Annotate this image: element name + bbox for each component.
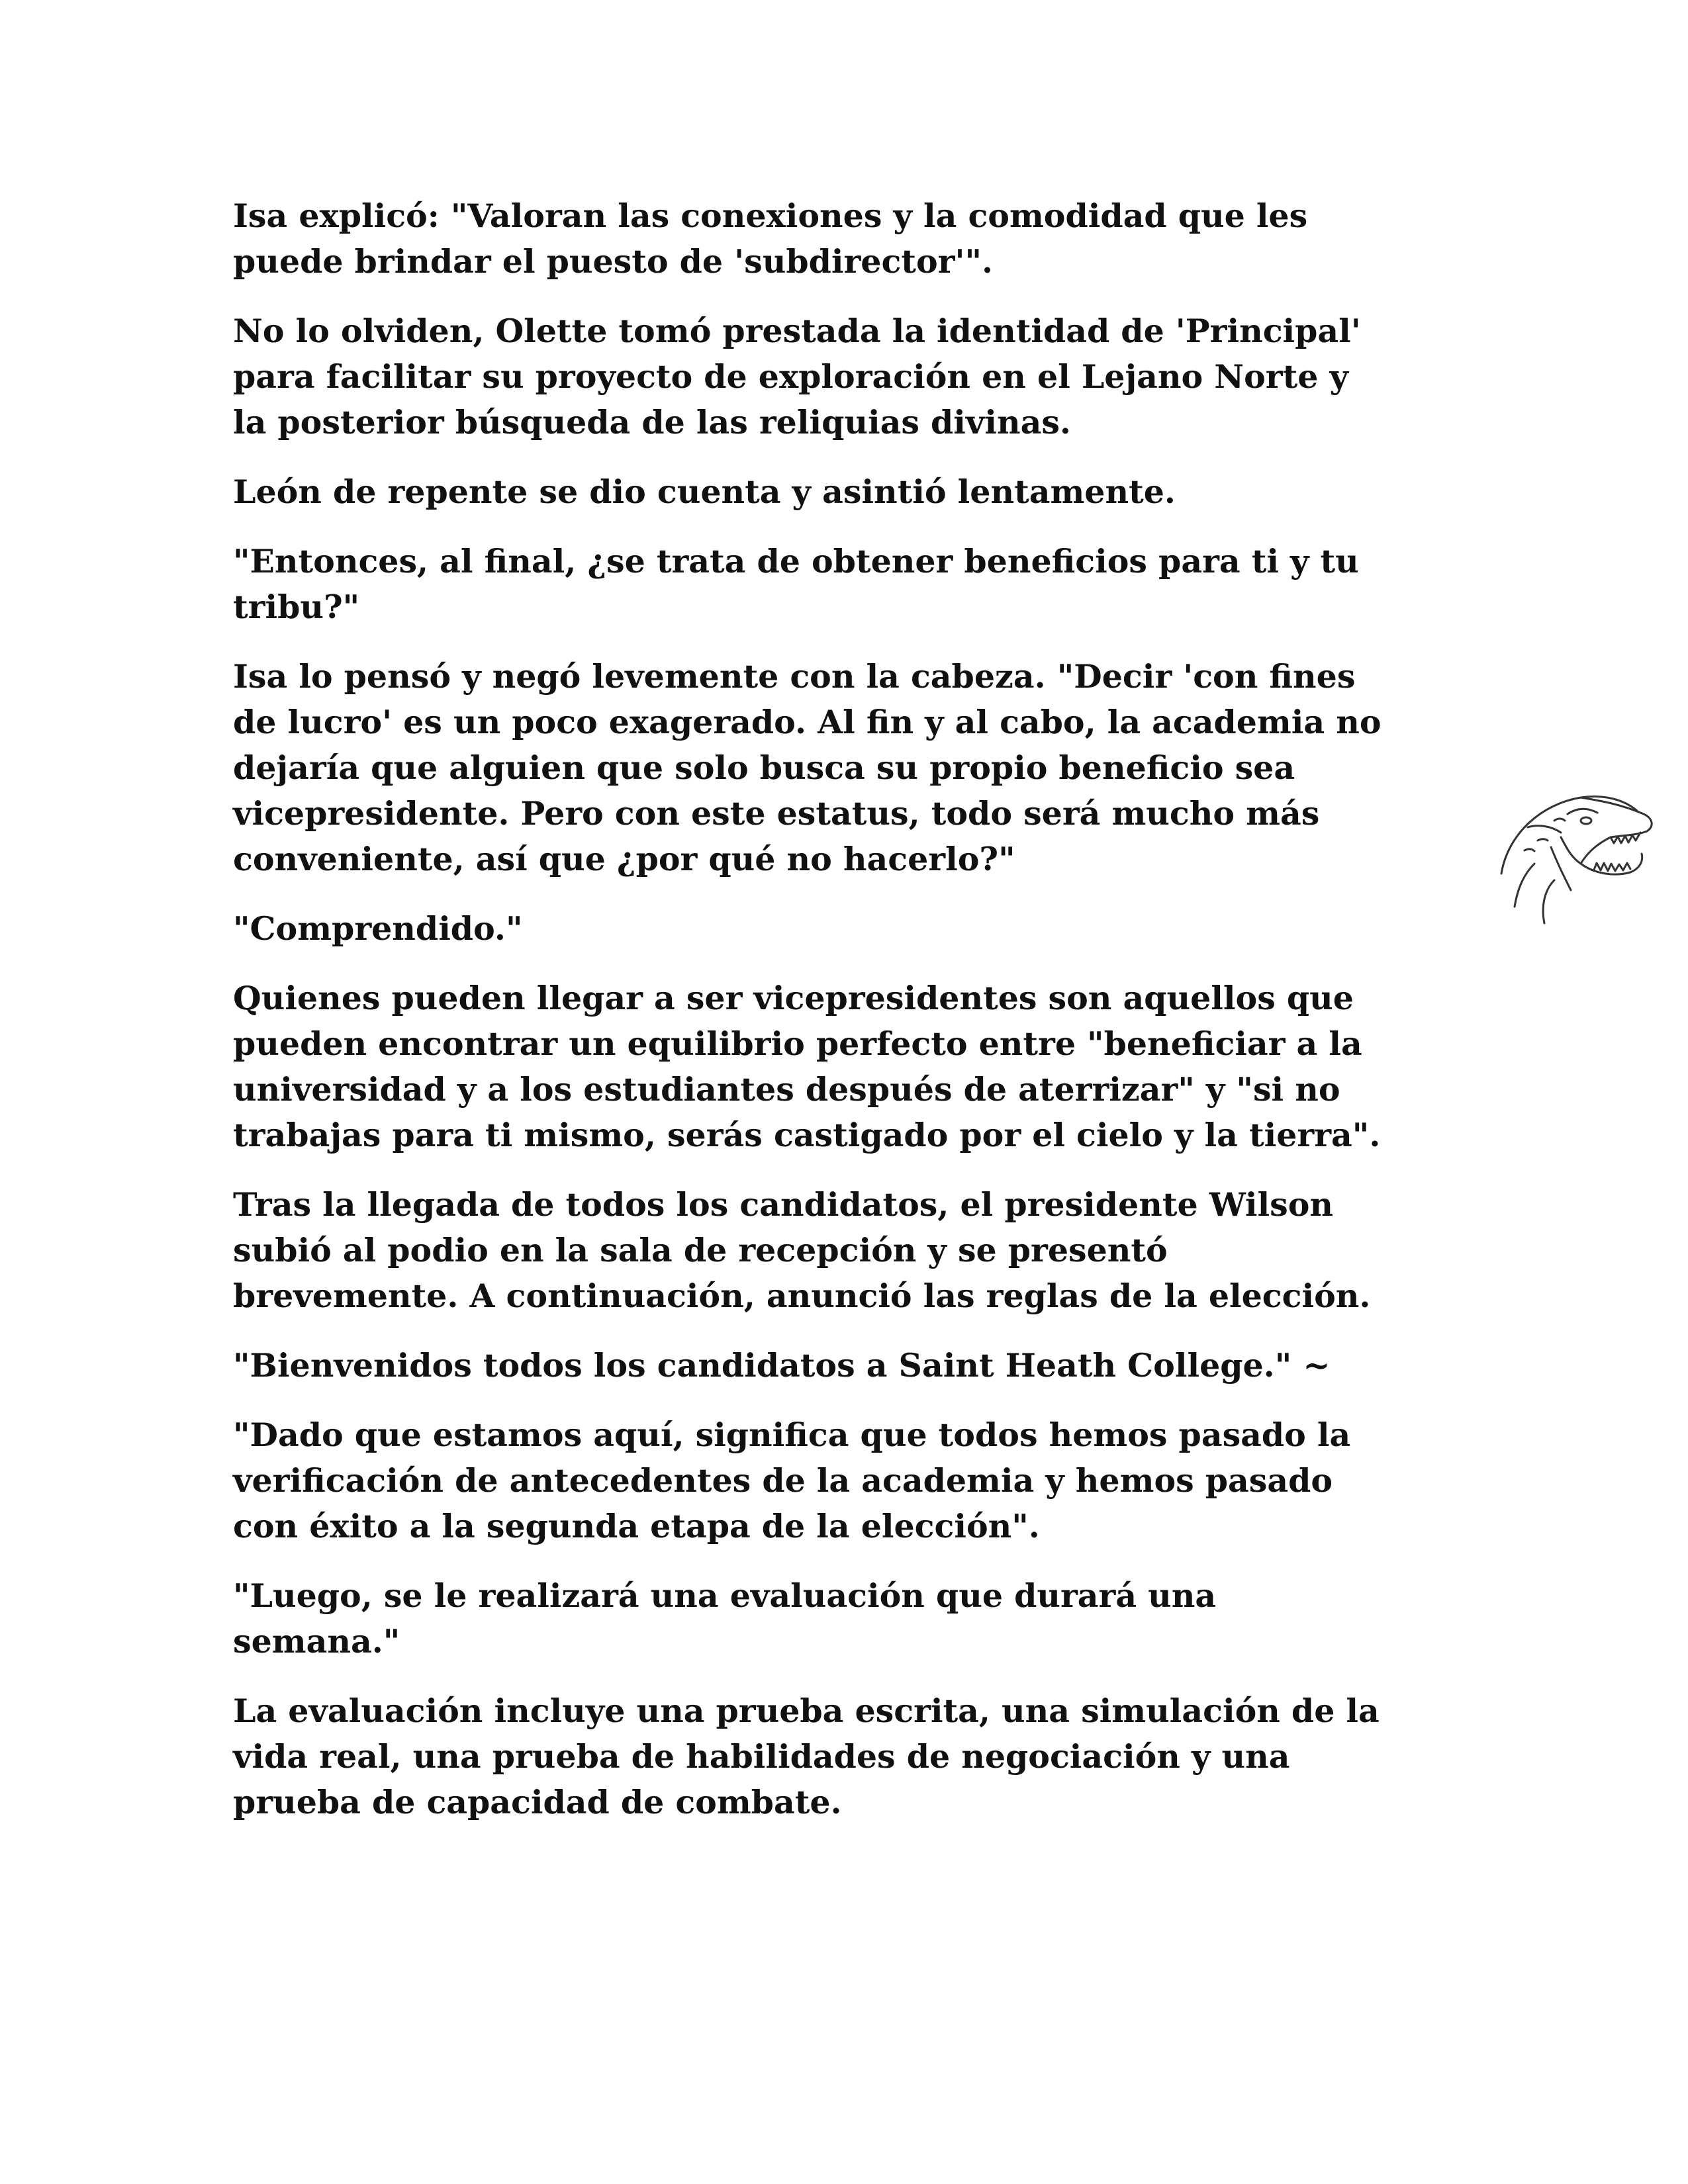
paragraph: "Bienvenidos todos los candidatos a Saint Heath College." ~ bbox=[233, 1346, 1331, 1385]
paragraph: "Dado que estamos aquí, significa que todos hemos pasado la verificación de antecedentes de la academia y hemos pasado con éxito a la segunda etapa de la elección". bbox=[233, 1416, 1351, 1545]
paragraph: "Comprendido." bbox=[233, 909, 523, 948]
paragraph: No lo olviden, Olette tomó prestada la identidad de 'Principal' para facilitar su proyecto de exploración en el Lejano Norte y la posterior búsqueda de las reliquias divinas. bbox=[233, 312, 1361, 441]
body-text bbox=[233, 193, 1491, 1849]
paragraph: León de repente se dio cuenta y asintió lentamente. bbox=[233, 473, 1176, 511]
paragraph: La evaluación incluye una prueba escrita, una simulación de la vida real, una prueba de habilidades de negociación y una prueba de capacidad de combate. bbox=[233, 1692, 1380, 1821]
dinosaur-head-sketch-icon bbox=[1488, 774, 1660, 927]
paragraph: Isa lo pensó y negó levemente con la cabeza. "Decir 'con fines de lucro' es un poco exagerado. Al fin y al cabo, la academia no dejaría que alguien que solo busca su propio beneficio sea vicepresidente. Pero con este estatus, todo será mucho más conveniente, así que ¿por qué no hacerlo?" bbox=[233, 657, 1382, 878]
paragraph: Isa explicó: "Valoran las conexiones y la comodidad que les puede brindar el puesto de 'subdirector'". bbox=[233, 197, 1308, 281]
paragraph: "Entonces, al final, ¿se trata de obtener beneficios para ti y tu tribu?" bbox=[233, 542, 1359, 626]
paragraph: Quienes pueden llegar a ser vicepresidentes son aquellos que pueden encontrar un equilibrio perfecto entre "beneficiar a la universidad y a los estudiantes después de aterrizar" y "si no trabajas para ti mismo, serás castigado por el cielo y la tierra". bbox=[233, 979, 1381, 1154]
paragraph: Tras la llegada de todos los candidatos, el presidente Wilson subió al podio en la sala de recepción y se presentó brevemente. A continuación, anunció las reglas de la elección. bbox=[233, 1185, 1371, 1315]
paragraph: "Luego, se le realizará una evaluación que durará una semana." bbox=[233, 1576, 1217, 1661]
